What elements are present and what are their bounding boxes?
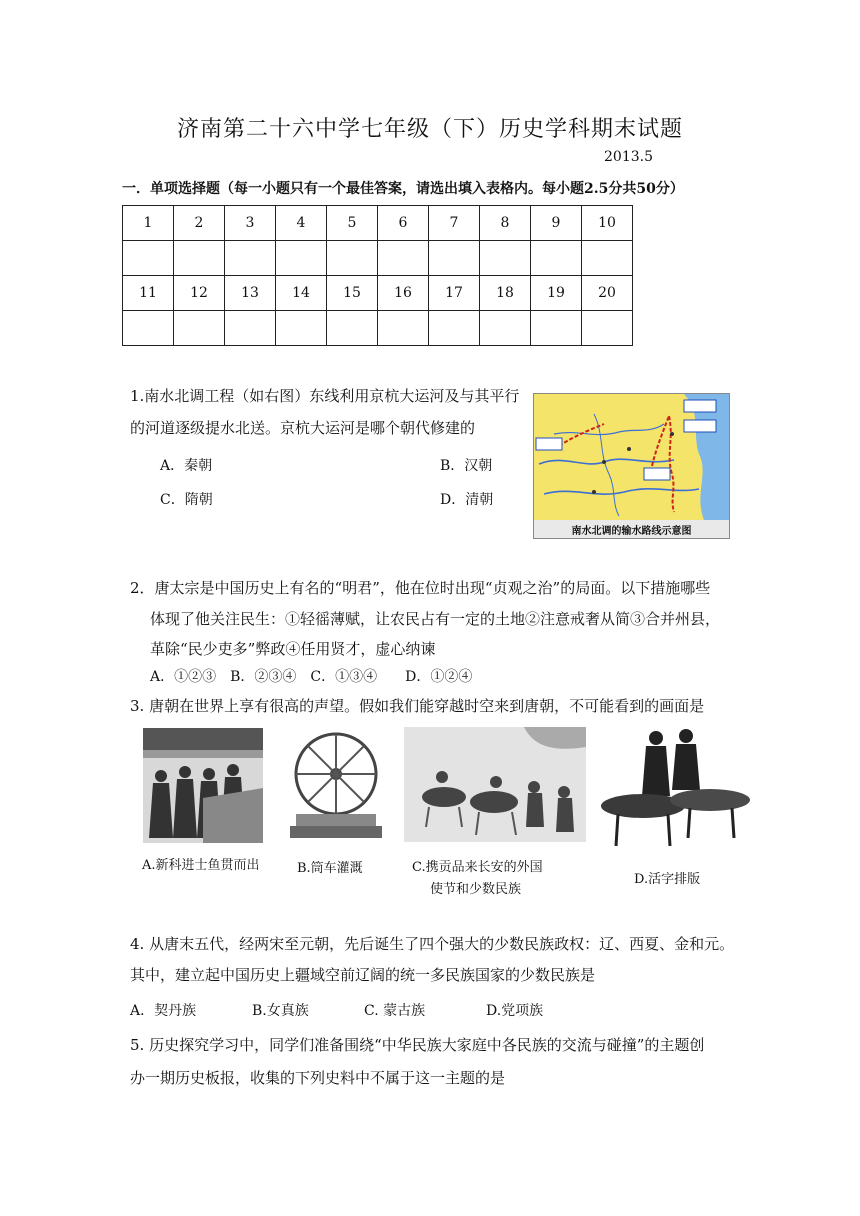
answer-cell[interactable] — [531, 241, 582, 276]
answer-number: 11 — [123, 276, 174, 311]
q5-line2: 办一期历史板报，收集的下列史料中不属于这一主题的是 — [130, 1069, 506, 1087]
answer-cell[interactable] — [174, 241, 225, 276]
page-title: 济南第二十六中学七年级（下）历史学科期末试题 — [176, 117, 683, 142]
answer-number: 9 — [531, 206, 582, 241]
answer-number: 5 — [327, 206, 378, 241]
answer-cell[interactable] — [174, 311, 225, 346]
q4-line2: 其中，建立起中国历史上疆域空前辽阔的统一多民族国家的少数民族是 — [130, 966, 596, 984]
answer-number: 1 — [123, 206, 174, 241]
q4-option-a: A．契丹族 — [130, 1003, 197, 1019]
q4-option-b: B.女真族 — [252, 1003, 309, 1019]
exam-date: 2013.5 — [604, 149, 653, 165]
q1-line2: 的河道逐级提水北送。京杭大运河是哪个朝代修建的 — [130, 419, 476, 437]
answer-number: 15 — [327, 276, 378, 311]
south-north-water-map — [533, 393, 730, 539]
answer-number: 10 — [582, 206, 633, 241]
map-caption: 南水北调的输水路线示意图 — [571, 526, 692, 537]
answer-cell[interactable] — [327, 241, 378, 276]
answer-header-row — [123, 206, 633, 241]
q2-line3: 革除“民少吏多”弊政④任用贤才，虚心纳谏 — [150, 640, 436, 658]
answer-cell[interactable] — [429, 241, 480, 276]
answer-cell[interactable] — [480, 311, 531, 346]
q3-caption-c1: C.携贡品来长安的外国 — [412, 860, 543, 875]
answer-number: 7 — [429, 206, 480, 241]
q1-option-a: A．秦朝 — [160, 458, 213, 474]
q2-options: A．①②③ B．②③④ C．①③④ D．①②④ — [150, 669, 473, 685]
answer-cell[interactable] — [429, 311, 480, 346]
answer-cell[interactable] — [531, 311, 582, 346]
answer-cell[interactable] — [225, 311, 276, 346]
answer-number: 19 — [531, 276, 582, 311]
answer-cell[interactable] — [225, 241, 276, 276]
answer-number: 14 — [276, 276, 327, 311]
section-heading: 一．单项选择题（每一小题只有一个最佳答案，请选出填入表格内。每小题2.5分共50分） — [122, 181, 684, 197]
answer-cell[interactable] — [123, 311, 174, 346]
envoys-picture — [404, 727, 586, 842]
answer-number: 3 — [225, 206, 276, 241]
answer-table — [122, 205, 633, 346]
q3-caption-d: D.活字排版 — [634, 872, 701, 887]
q1-line1: 1.南水北调工程（如右图）东线利用京杭大运河及与其平行 — [130, 387, 520, 405]
answer-cell[interactable] — [123, 241, 174, 276]
answer-number: 13 — [225, 276, 276, 311]
q1-option-b: B．汉朝 — [440, 458, 493, 474]
q4-line1: 4. 从唐末五代，经两宋至元朝，先后诞生了四个强大的少数民族政权：辽、西夏、金和元。 — [130, 935, 735, 953]
waterwheel-picture — [286, 722, 386, 840]
answer-cell[interactable] — [480, 241, 531, 276]
answer-number: 18 — [480, 276, 531, 311]
map-illustration — [534, 394, 729, 538]
answer-cell[interactable] — [276, 311, 327, 346]
answer-cell[interactable] — [378, 241, 429, 276]
answer-number: 17 — [429, 276, 480, 311]
q4-option-d: D.党项族 — [486, 1003, 544, 1019]
answer-cell[interactable] — [276, 241, 327, 276]
answer-header-row — [123, 276, 633, 311]
answer-blank-row — [123, 311, 633, 346]
q1-option-d: D．清朝 — [440, 492, 494, 508]
q3-caption-c2: 使节和少数民族 — [430, 882, 522, 897]
q3-caption-a: A.新科进士鱼贯而出 — [142, 858, 260, 873]
answer-number: 12 — [174, 276, 225, 311]
q4-option-c: C. 蒙古族 — [364, 1003, 426, 1019]
q2-line1: 2．唐太宗是中国历史上有名的“明君”，他在位时出现“贞观之治”的局面。以下措施哪些 — [130, 579, 711, 597]
answer-number: 6 — [378, 206, 429, 241]
scholars-picture — [143, 728, 263, 843]
answer-cell[interactable] — [582, 311, 633, 346]
answer-cell[interactable] — [327, 311, 378, 346]
q2-line2: 体现了他关注民生：①轻徭薄赋，让农民占有一定的土地②注意戒奢从简③合并州县， — [150, 610, 721, 628]
answer-number: 16 — [378, 276, 429, 311]
answer-number: 20 — [582, 276, 633, 311]
answer-number: 2 — [174, 206, 225, 241]
q3-caption-b: B.筒车灌溉 — [297, 861, 363, 876]
answer-cell[interactable] — [582, 241, 633, 276]
answer-number: 4 — [276, 206, 327, 241]
answer-blank-row — [123, 241, 633, 276]
q5-line1: 5. 历史探究学习中，同学们准备围绕“中华民族大家庭中各民族的交流与碰撞”的主题创 — [130, 1036, 705, 1054]
q3-line1: 3. 唐朝在世界上享有很高的声望。假如我们能穿越时空来到唐朝，不可能看到的画面是 — [130, 697, 705, 715]
answer-cell[interactable] — [378, 311, 429, 346]
movable-type-picture — [598, 726, 754, 848]
answer-number: 8 — [480, 206, 531, 241]
q1-option-c: C．隋朝 — [160, 492, 213, 508]
